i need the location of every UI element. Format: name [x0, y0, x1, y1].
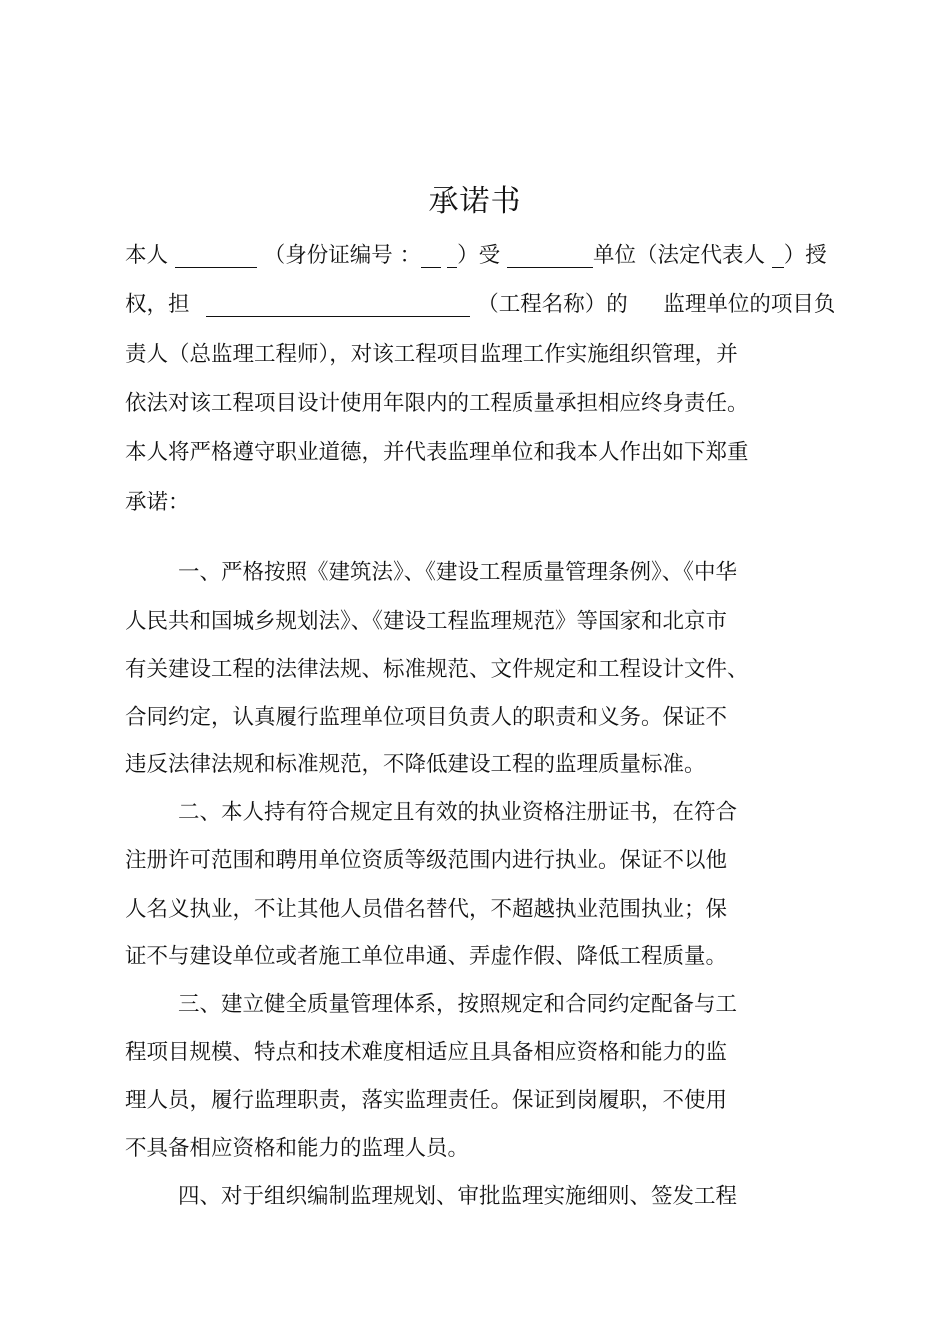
intro-line-3: 责人（总监理工程师），对该工程项目监理工作实施组织管理，并 [125, 342, 738, 367]
item2-line-1: 二、本人持有符合规定且有效的执业资格注册证书，在符合 [178, 800, 738, 825]
item2-line-3: 人名义执业，不让其他人员借名替代，不超越执业范围执业；保 [125, 897, 728, 922]
item1-line-1: 一、严格按照《建筑法》、《建设工程质量管理条例》、《中华 [178, 560, 738, 585]
item3-line-2: 程项目规模、特点和技术难度相适应且具备相应资格和能力的监 [125, 1040, 728, 1065]
item2-line-2: 注册许可范围和聘用单位资质等级范围内进行执业。保证不以他 [125, 848, 728, 873]
project-name-blank[interactable] [206, 292, 470, 317]
item4-line-1: 四、对于组织编制监理规划、审批监理实施细则、签发工程 [178, 1184, 738, 1209]
item1-line-3: 有关建设工程的法律法规、标准规范、文件规定和工程设计文件、 [125, 657, 749, 682]
text: ）受 [457, 243, 501, 268]
text: 权，担 [125, 292, 190, 317]
intro-line-2 [125, 289, 835, 321]
document-title: 承诺书 [428, 184, 522, 219]
text: （身份证编号 [263, 243, 393, 268]
text: （工程名称）的 [477, 292, 628, 317]
legal-rep-blank[interactable] [772, 243, 784, 268]
intro-line-1 [125, 240, 827, 272]
intro-line-6: 承诺： [125, 490, 190, 515]
text: ）授 [783, 243, 827, 268]
text: ： [399, 243, 422, 268]
id-number-blank-2[interactable] [447, 243, 457, 268]
text: 单位（法定代表人 [592, 243, 765, 268]
item1-line-4: 合同约定，认真履行监理单位项目负责人的职责和义务。保证不 [125, 705, 728, 730]
item1-line-5: 违反法律法规和标准规范，不降低建设工程的监理质量标准。 [125, 752, 706, 777]
unit-blank[interactable] [507, 243, 593, 268]
id-number-blank[interactable] [421, 243, 441, 268]
item3-line-4: 不具备相应资格和能力的监理人员。 [125, 1136, 470, 1161]
name-blank[interactable] [175, 243, 257, 268]
intro-line-5: 本人将严格遵守职业道德，并代表监理单位和我本人作出如下郑重 [125, 440, 749, 465]
item1-line-2: 人民共和国城乡规划法》、《建设工程监理规范》等国家和北京市 [125, 609, 728, 634]
item3-line-3: 理人员，履行监理职责，落实监理责任。保证到岗履职，不使用 [125, 1088, 728, 1113]
intro-line-4: 依法对该工程项目设计使用年限内的工程质量承担相应终身责任。 [125, 391, 749, 416]
text: 监理单位的项目负 [663, 292, 836, 317]
item3-line-1: 三、建立健全质量管理体系，按照规定和合同约定配备与工 [178, 992, 738, 1017]
text: 本人 [125, 243, 169, 268]
item2-line-4: 证不与建设单位或者施工单位串通、弄虚作假、降低工程质量。 [125, 944, 728, 969]
